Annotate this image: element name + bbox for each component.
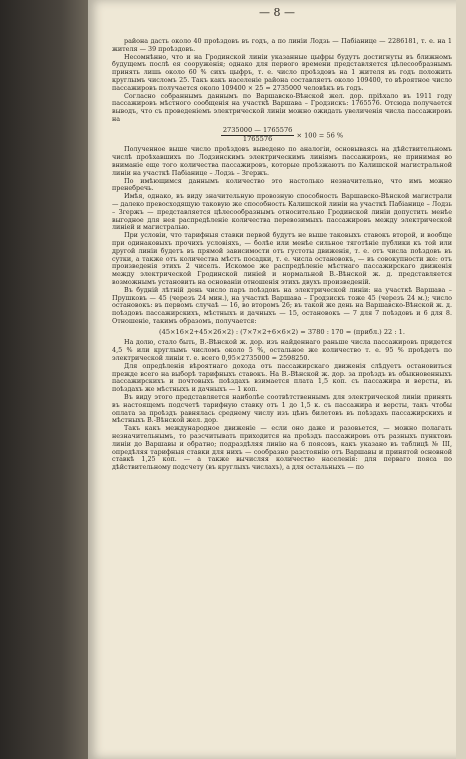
fraction-numerator: 2735000 — 1765576 (222, 125, 293, 134)
formula-percent-increase (112, 127, 452, 144)
paragraph: Въ будній лѣтній день число паръ поѣздовъ на электрической линіи: на участкѣ Варшава – Прушковъ — 45 (черезъ 24 мин.), на участкѣ Варшава – Гродзискъ тоже 45 (черезъ 24 м.); число остановокъ: въ первомъ случаѣ — 16, во второмъ 26; въ такой же день на Варшавско-Вѣнской ж. д. поѣздовъ пассажирскихъ, мѣстныхъ и дачныхъ — 15, остановокъ — 7 для 7 поѣздовъ и 6 для 8. Отношеніе, такимъ образомъ, получается: (112, 285, 452, 325)
document-page (88, 0, 466, 759)
book-spine-shadow (0, 0, 88, 759)
paragraph: При условіи, что тарифныя ставки первой будутъ не выше таковыхъ ставокъ второй, и вообще при одинаковыхъ прочихъ условіяхъ, — болѣе или менѣе сильное тяготѣніе публики къ той или другой линіи будетъ въ прямой зависимости отъ густоты движенія, т. е. отъ числа поѣздовъ въ сутки, а также отъ количества мѣстъ посадки, т. е. числа остановокъ, — въ совокупности же: отъ произведенія этихъ 2 чиселъ. Искомое же распредѣленіе мѣстнаго пассажирскаго движенія между электрической Гродинской линіей и нормальной В.-Вѣнской ж. д. представляется возможнымъ установить на основаніи отношенія этихъ двухъ произведеній. (112, 231, 452, 286)
page-body (112, 38, 452, 472)
page-edge (456, 0, 466, 759)
paragraph: Полученное выше число проѣздовъ выведено по аналогіи, основываясь на дѣйствительномъ числѣ проѣхавшихъ по Лодзинскимъ электрическимъ линіямъ пассажировъ, не принимая во вниманіе еще того количества пассажировъ, которые проѣзжаютъ по Калишской магистральной линіи на участкѣ Пабіаницe – Лодзь – Згержъ. (112, 145, 452, 177)
paragraph: Согласно собраннымъ даннымъ по Варшавско-Вѣнской жел. дор. пріѣхало въ 1911 году пассажировъ мѣстного сообщенія на участкѣ Варшава – Гродзискъ: 1765576. Отсюда получается выводъ, что съ проведеніемъ электрической линіи можно ожидать увеличенія числа пассажировъ на (112, 91, 452, 123)
paragraph: Для опредѣленія вѣроятнаго дохода отъ пассажирскаго движенія слѣдуетъ остановиться прежде всего на выборѣ тарифныхъ ставокъ. На В.-Вѣнской ж. дор. за проѣздъ въ обыкновенныхъ пассажирскихъ и почтовыхъ поѣздахъ взимается плата 1,5 коп. съ пассажира и версты, въ поѣздахъ же мѣстныхъ и дачныхъ — 1 коп. (112, 361, 452, 394)
fraction (221, 127, 295, 144)
paragraph: Въ виду этого представляется наиболѣе соотвѣтственнымъ для электрической линіи принять въ настоящемъ подсчетѣ тарифную ставку отъ 1 до 1,5 к. съ пассажира и версты, такъ чтобы оплата за проѣздъ равнялась среднему числу изъ цѣнъ билетовъ въ поѣздахъ пассажирскихъ и мѣстныхъ В.-Вѣнской жел. дор. (112, 393, 452, 425)
paragraph: Имѣя, однако, въ виду значительную провозную способность Варшавско-Вѣнской магистрали — далеко превосходящую таковую же способность Калишской линіи на участкѣ Пабіаницe – Лодзь – Згержъ — представляется цѣлесообразнымъ относительно Гродинской линіи допустить менѣе выгодное для нея распредѣленіе количества перевозимыхъ пассажировъ между электрической линіей и магистралью. (112, 192, 452, 232)
paragraph: По имѣющимся даннымъ количество это настолько незначительно, что имъ можно пренебречь. (112, 176, 452, 193)
paragraph: района дасть около 40 проѣздовъ въ годъ, а по линіи Лодзь — Пабіаницe — 2286181, т. е. на 1 жителя — 39 проѣздовъ. (112, 37, 452, 53)
paragraph: Такъ какъ международное движеніе — если оно даже и разовьется, — можно полагать незначительнымъ, то разсчитывать приходится на проѣздъ пассажировъ отъ разныхъ пунктовъ линіи до Варшавы и обратно; подраздѣляя линію на 6 поясовъ, какъ указано въ таблицѣ № III, опредѣляя тарифныя ставки для нихъ — сообразно разстоянію отъ Варшавы и принятой основной ставкѣ 1,25 коп. — а также вычисляя количество населенія: для перваго пояса по дѣйствительному подсчету (въ круглыхъ числахъ), а для остальныхъ — по (112, 424, 452, 472)
paragraph: Несомнѣнно, что и на Гродинской линіи указанные цыфры будутъ достигнуты въ ближномъ будущемъ послѣ ея сооруженія; однако для первого времени представляется цѣлесообразнымъ принять лишь около 60 % сихъ цыфръ, т. е. число проѣздовъ на 1 жителя въ годъ положить круглымъ числомъ 25. Такъ какъ населеніе района составляетъ около 109400, то вѣроятное число пассажировъ получается около 109400 × 25 = 2735000 человѣкъ въ годъ. (112, 52, 452, 92)
paragraph: На долю, стало быть, В.-Вѣнской ж. дор. изъ найденнаго раньше числа пассажировъ придется 4,5 % или круглымъ числомъ около 5 %, остальное же количество т. е. 95 % проѣдетъ по электрической линіи т. е. всего 0,95×2735000 = 2598250. (112, 338, 452, 363)
page-number: — 8 — (259, 6, 295, 19)
formula-ratio: (45×16×2+45×26×2) : (7×7×2+6×6×2) = 3780 : 170 = (прибл.) 22 : 1. (159, 327, 405, 336)
fraction-denominator: 1765576 (242, 134, 273, 143)
formula-tail: × 100 = 56 % (296, 131, 344, 140)
